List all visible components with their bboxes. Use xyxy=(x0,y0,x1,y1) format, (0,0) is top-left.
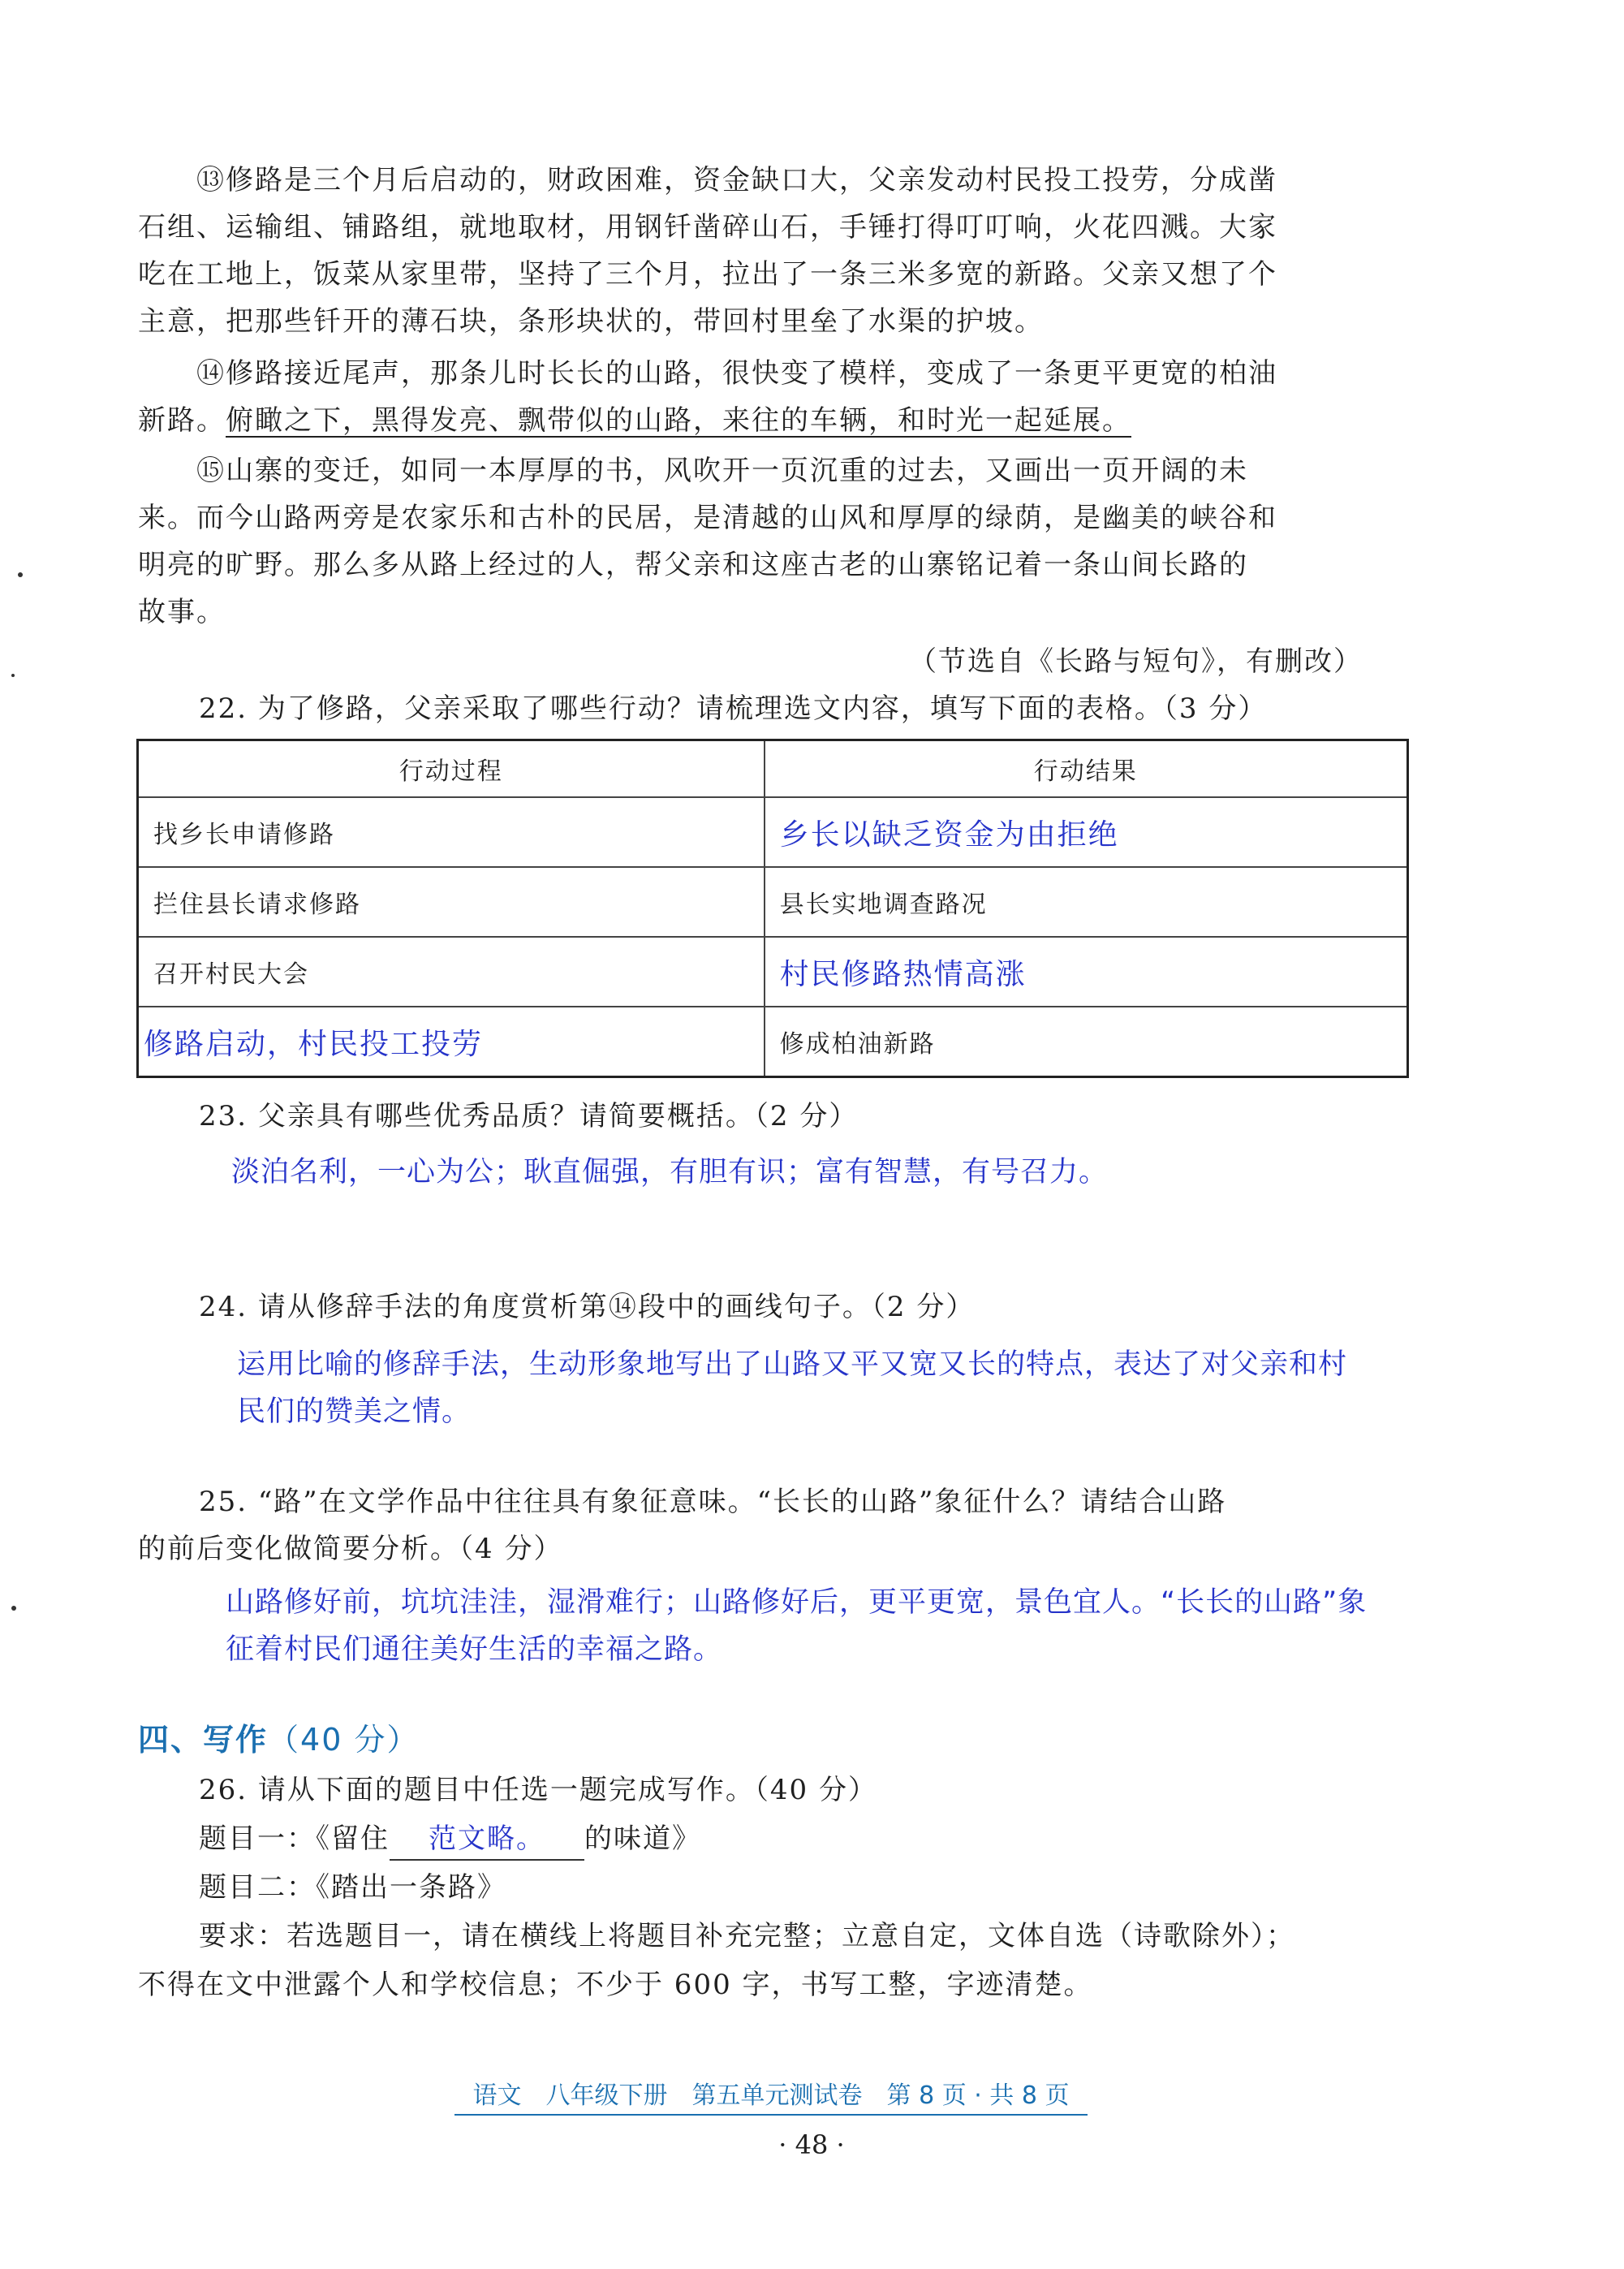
passage-p13-line-4: 主意，把那些钎开的薄石块，条形块状的，带回村里垒了水渠的护坡。 xyxy=(138,305,1044,338)
table-row xyxy=(138,1007,1408,1077)
section-4-title: 四、写作 xyxy=(138,1722,269,1758)
section-4-heading xyxy=(138,1719,419,1760)
q25-question-line-1: 25. “路”在文学作品中往往具有象征意味。“长长的山路”象征什么？请结合山路 xyxy=(199,1486,1227,1518)
q26-topic-1-prefix: 题目一：《留住 xyxy=(199,1823,390,1855)
q25-answer-line-2: 征着村民们通往美好生活的幸福之路。 xyxy=(226,1633,723,1666)
passage-p14-line-2 xyxy=(138,400,1131,441)
q24-question: 24. 请从修辞手法的角度赏析第⑭段中的画线句子。（2 分） xyxy=(199,1291,976,1323)
passage-p13-line-1: ⑬修路是三个月后启动的，财政困难，资金缺口大，父亲发动村民投工投劳，分成凿 xyxy=(196,164,1277,196)
table-cell-result: 县长实地调查路况 xyxy=(765,867,1408,937)
table-cell-result: 修成柏油新路 xyxy=(765,1007,1408,1077)
table-row xyxy=(138,937,1408,1007)
q25-answer-line-1: 山路修好前，坑坑洼洼，湿滑难行；山路修好后，更平更宽，景色宜人。“长长的山路”象 xyxy=(226,1586,1368,1619)
table-cell-result-answer: 乡长以缺乏资金为由拒绝 xyxy=(765,797,1408,867)
underlined-sentence: 俯瞰之下，黑得发亮、飘带似的山路，来往的车辆，和时光一起延展。 xyxy=(226,404,1131,437)
passage-p13-line-3: 吃在工地上，饭菜从家里带，坚持了三个月，拉出了一条三米多宽的新路。父亲又想了个 xyxy=(138,258,1277,291)
q26-topic-1-blank: 范文略。 xyxy=(390,1818,584,1861)
margin-mark xyxy=(11,1606,16,1611)
passage-p13-line-2: 石组、运输组、铺路组，就地取材，用钢钎凿碎山石，手锤打得叮叮响，火花四溅。大家 xyxy=(138,211,1277,244)
margin-mark xyxy=(18,572,23,577)
q23-question: 23. 父亲具有哪些优秀品质？请简要概括。（2 分） xyxy=(199,1100,859,1132)
passage-p14-prefix: 新路。 xyxy=(138,404,226,437)
section-4-points: （40 分） xyxy=(268,1722,420,1758)
table-row xyxy=(138,867,1408,937)
q26-topic-1-suffix: 的味道》 xyxy=(584,1823,701,1855)
passage-p14-line-1: ⑭修路接近尾声，那条儿时长长的山路，很快变了模样，变成了一条更平更宽的柏油 xyxy=(196,357,1277,390)
table-cell-process: 召开村民大会 xyxy=(138,937,765,1007)
table-cell-process: 找乡长申请修路 xyxy=(138,797,765,867)
margin-mark xyxy=(11,674,15,677)
table-cell-process-answer: 修路启动，村民投工投劳 xyxy=(138,1007,765,1077)
q26-topic-1 xyxy=(199,1818,701,1861)
q22-answer-table xyxy=(136,739,1409,1078)
passage-p15-line-1: ⑮山寨的变迁，如同一本厚厚的书，风吹开一页沉重的过去，又画出一页开阔的未 xyxy=(196,455,1248,487)
table-header-result: 行动结果 xyxy=(765,740,1408,798)
passage-p15-line-2: 来。而今山路两旁是农家乐和古朴的民居，是清越的山风和厚厚的绿荫，是幽美的峡谷和 xyxy=(138,502,1277,534)
table-header-process: 行动过程 xyxy=(138,740,765,798)
q26-requirements-line-1: 要求：若选题目一，请在横线上将题目补充完整；立意自定，文体自选（诗歌除外）； xyxy=(199,1920,1295,1952)
q25-question-line-2: 的前后变化做简要分析。（4 分） xyxy=(138,1533,563,1565)
table-cell-process: 拦住县长请求修路 xyxy=(138,867,765,937)
passage-p15-line-4: 故事。 xyxy=(138,596,226,628)
q23-answer: 淡泊名利，一心为公；耿直倔强，有胆有识；富有智慧，有号召力。 xyxy=(231,1156,1109,1188)
q26-topic-2: 题目二：《踏出一条路》 xyxy=(199,1871,506,1904)
table-row xyxy=(138,797,1408,867)
passage-source: （节选自《长路与短句》，有删改） xyxy=(909,645,1363,678)
q22-question: 22. 为了修路，父亲采取了哪些行动？请梳理选文内容，填写下面的表格。（3 分） xyxy=(199,692,1268,725)
table-header-row xyxy=(138,740,1408,798)
page-number: · 48 · xyxy=(778,2129,845,2160)
passage-p15-line-3: 明亮的旷野。那么多从路上经过的人，帮父亲和这座古老的山寨铭记着一条山间长路的 xyxy=(138,549,1248,581)
q26-question: 26. 请从下面的题目中任选一题完成写作。（40 分） xyxy=(199,1774,877,1806)
q24-answer-line-1: 运用比喻的修辞手法，生动形象地写出了山路又平又宽又长的特点，表达了对父亲和村 xyxy=(237,1348,1348,1381)
footer-info: 语文 八年级下册 第五单元测试卷 第 8 页 · 共 8 页 xyxy=(454,2078,1088,2116)
table-cell-result-answer: 村民修路热情高涨 xyxy=(765,937,1408,1007)
q24-answer-line-2: 民们的赞美之情。 xyxy=(237,1395,472,1428)
q26-requirements-line-2: 不得在文中泄露个人和学校信息；不少于 600 字，书写工整，字迹清楚。 xyxy=(138,1969,1093,2001)
